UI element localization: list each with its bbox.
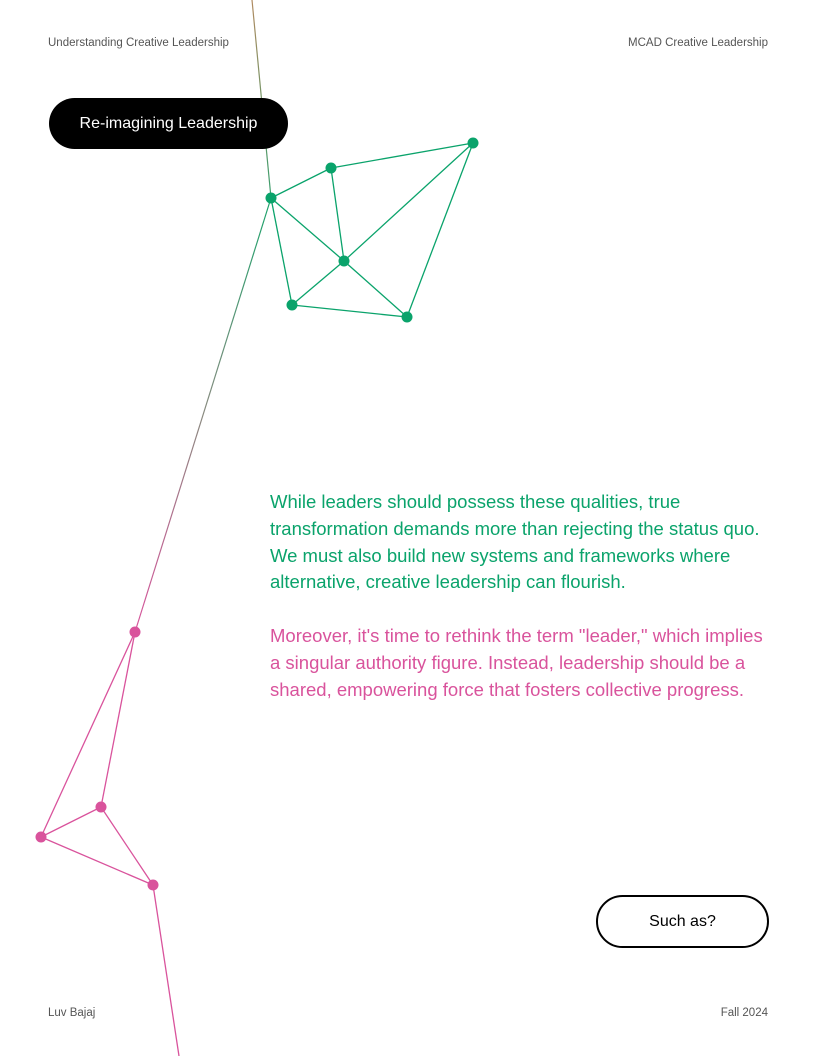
- green-edge: [292, 305, 407, 317]
- such-as-button[interactable]: [596, 895, 769, 948]
- pink-edge: [101, 632, 135, 807]
- paragraph-green: While leaders should possess these qualities, true transformation demands more than rejecting the status quo. We must also build new systems and frameworks where alternative, creative leadership can flourish.: [270, 491, 760, 593]
- pink-node: [36, 832, 47, 843]
- green-node: [287, 300, 298, 311]
- connector-middle: [135, 198, 271, 632]
- green-node: [326, 163, 337, 174]
- section-title-pill: [49, 98, 288, 149]
- green-edge: [292, 261, 344, 305]
- paragraph-pink: Moreover, it's time to rethink the term "leader," which implies a singular authority figure. Instead, leadership should be a shared, empowering force that fosters collective progress.: [270, 625, 763, 700]
- green-nodes: [266, 138, 479, 323]
- green-edge: [331, 168, 344, 261]
- header-title: Understanding Creative Leadership: [48, 37, 229, 49]
- pink-nodes: [36, 627, 159, 891]
- green-network: [271, 143, 473, 317]
- pink-network: [41, 632, 179, 1056]
- section-title: Re-imagining Leadership: [79, 114, 258, 132]
- footer-term: Fall 2024: [720, 1007, 768, 1019]
- such-as-label: Such as?: [649, 912, 716, 930]
- pink-edge: [41, 837, 153, 885]
- green-edge: [331, 143, 473, 168]
- green-edge: [271, 168, 331, 198]
- pink-node: [96, 802, 107, 813]
- pink-edge: [41, 807, 101, 837]
- green-node: [468, 138, 479, 149]
- green-node: [339, 256, 350, 267]
- pink-node: [148, 880, 159, 891]
- footer-author: Luv Bajaj: [48, 1007, 96, 1019]
- green-node: [402, 312, 413, 323]
- green-node: [266, 193, 277, 204]
- header-program: MCAD Creative Leadership: [628, 37, 768, 49]
- pink-node: [130, 627, 141, 638]
- pink-edge: [41, 632, 135, 837]
- green-edge: [407, 143, 473, 317]
- green-edge: [344, 261, 407, 317]
- pink-edge: [153, 885, 179, 1056]
- green-edge: [344, 143, 473, 261]
